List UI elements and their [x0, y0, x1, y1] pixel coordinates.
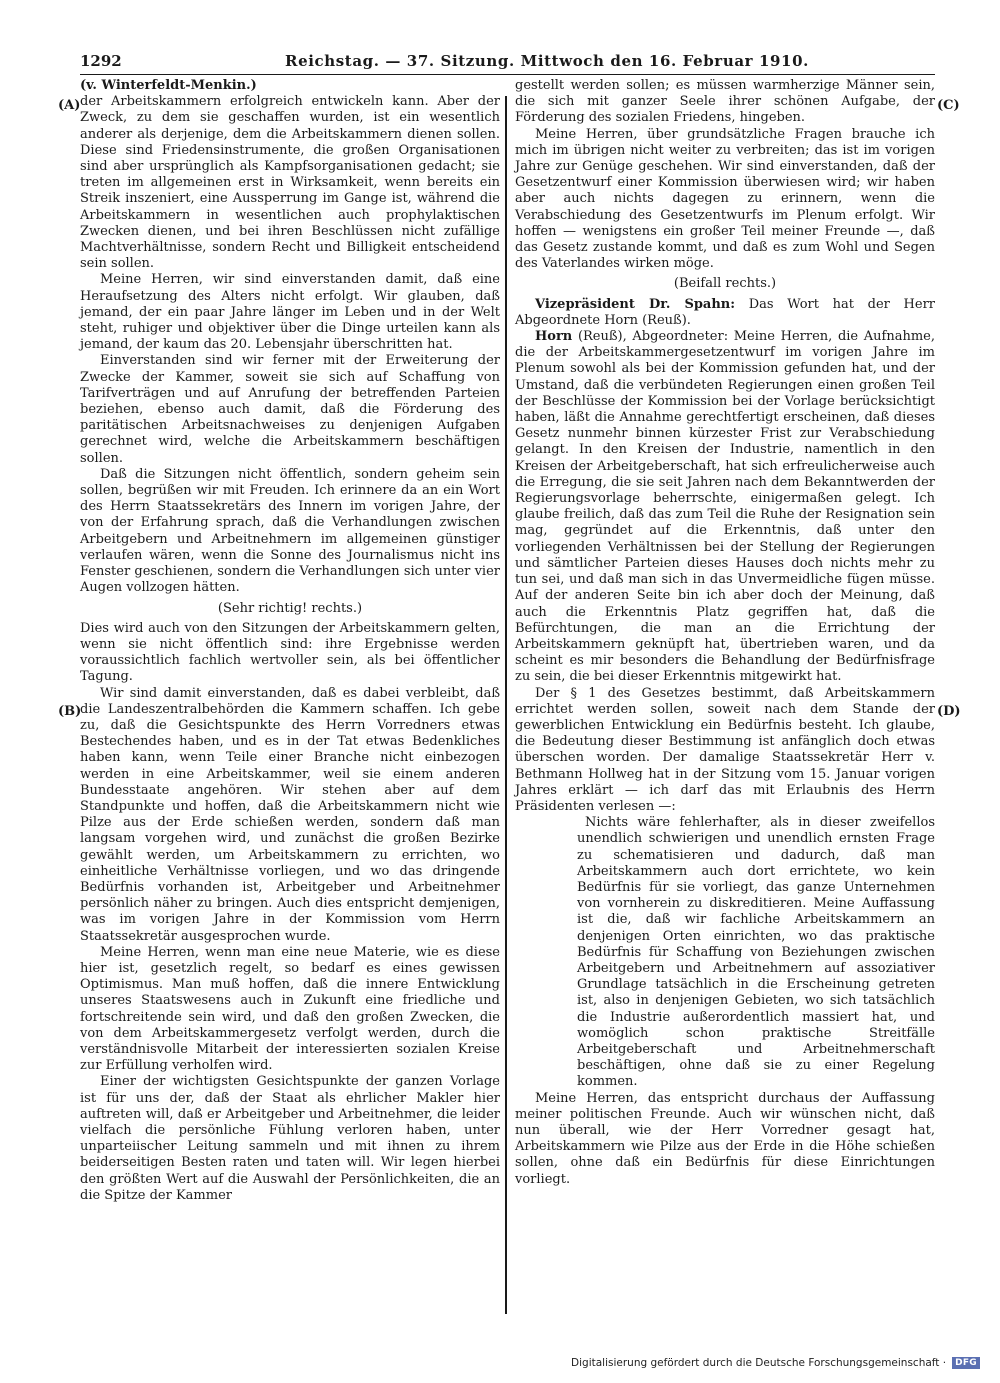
paragraph: Einverstanden sind wir ferner mit der Erweiterung der Zwecke der Kammer, soweit sie sich auf Schaffung von Tarifverträgen und auf Anrufung der betreffenden Parteien beziehen, ebenso auch damit, daß die Förderung des paritätischen Arbeitsnachweises zu denjenigen Aufgaben gerechnet wird, welche die Arbeitskammern beschäftigen sollen.: [80, 353, 500, 466]
page-number: 1292: [80, 52, 122, 70]
paragraph: Meine Herren, das entspricht durchaus der Auffassung meiner politischen Freunde. Auch wir wünschen nicht, daß nun überall, wie der Herr Vorredner gesagt hat, Arbeitskammern wie Pilze aus der Erde in die Höhe schießen sollen, ohne daß ein Bedürfnis für diese Einrichtungen vorliegt.: [515, 1090, 935, 1187]
paragraph: Dies wird auch von den Sitzungen der Arbeitskammern gelten, wenn sie nicht öffentlich sind: ihre Ergebnisse werden voraussichtlich fachlich wertvoller sein, als bei öffentlicher Tagung.: [80, 620, 500, 685]
right-column: [515, 78, 935, 1188]
margin-mark-b: (B): [58, 704, 82, 719]
horn-speech: [515, 329, 935, 685]
interjection: (Sehr richtig! rechts.): [217, 600, 363, 616]
speaker-name: Horn: [535, 329, 573, 345]
speaker-note: (v. Winterfeldt-Menkin.): [80, 78, 257, 93]
running-title: Reichstag. — 37. Sitzung. Mittwoch den 16. Februar 1910.: [285, 52, 809, 70]
block-quote: Nichts wäre fehlerhafter, als in dieser zweifellos unendlich schwierigen und unendlich ernsten Frage zu schematisieren und dadurch, daß man Arbeitskammern auch dort errichtete, wo kein Bedürfnis für sie vorliegt, das ganze Unternehmen von vornherein zu diskreditieren. Meine Auffassung ist die, daß wir fachliche Arbeitskammern an denjenigen Orten einrichten, wo das praktische Bedürfnis für Schaffung von Beziehungen zwischen Arbeitgebern und Arbeitnehmern auf assoziativer Grundlage tatsächlich in die Erscheinung getreten ist, also in denjenigen Gebieten, wo sich tatsächlich die Industrie außerordentlich massiert hat, und womöglich schon praktische Streitfälle Arbeitgeberschaft und Arbeitnehmerschaft beschäftigen, ohne daß sie zu einer Regelung kommen.: [577, 815, 935, 1090]
column-divider: [505, 96, 507, 1314]
speaker-name: Vizepräsident Dr. Spahn:: [535, 296, 736, 312]
paragraph: Daß die Sitzungen nicht öffentlich, sondern geheim sein sollen, begrüßen wir mit Freuden. Ich erinnere da an ein Wort des Herrn Staatssekretärs des Innern im vorigen Jahre, der von der Erfahrung sprach, daß die Verhandlungen zwischen Arbeitgebern und Arbeitnehmern im allgemeinen günstiger verlaufen wären, wenn die Sonne des Journalismus nicht ins Fenster geschienen, sondern die Verhandlungen sich unter vier Augen vollzogen hätten.: [80, 466, 500, 596]
paragraph: Meine Herren, wir sind einverstanden damit, daß eine Heraufsetzung des Alters nicht erfolgt. Wir glauben, daß jemand, der ein paar Jahre länger im Leben und in der Welt steht, ruhiger und objektiver über die Dinge urteilen kann als jemand, der kaum das 20. Lebensjahr überschritten hat.: [80, 272, 500, 353]
paragraph: Meine Herren, wenn man eine neue Materie, wie es diese hier ist, gesetzlich regelt, so bedarf es eines gewissen Optimismus. Man muß hoffen, daß die innere Entwicklung unseres Staatswesens auch in Zukunft eine friedliche und fortschreitende sein wird, und daß den großen Zwecken, die von dem Arbeitskammergesetz verfolgt werden, durch die verständnisvolle Mitarbeit der interessierten sozialen Kreise zur Erfüllung verholfen wird.: [80, 944, 500, 1074]
dfg-logo-icon: DFG: [952, 1357, 980, 1369]
margin-mark-d: (D): [937, 704, 961, 719]
vice-president-statement: [515, 297, 935, 329]
interjection: (Beifall rechts.): [673, 276, 777, 292]
paragraph: Einer der wichtigsten Gesichtspunkte der ganzen Vorlage ist für uns der, daß der Staat als ehrlicher Makler hier auftreten will, daß er Arbeitgeber und Arbeitnehmer, die leider vielfach die persönliche Fühlung verloren haben, unter unparteiischer Leitung sammeln und mit ihnen zu ihrem beiderseitigen Besten raten und taten will. Wir legen hierbei den größten Wert auf die Auswahl der Persönlichkeiten, die an die Spitze der Kammer: [80, 1074, 500, 1203]
page-header: [80, 52, 935, 75]
left-column: [80, 78, 500, 1204]
paragraph: der Arbeitskammern erfolgreich entwickeln kann. Aber der Zweck, zu dem sie geschaffen wurden, ist ein wesentlich anderer als derjenige, dem die Arbeitskammern dienen sollen. Diese sind Friedensinstrumente, die großen Organisationen sind aber ursprünglich als Kampfsorganisationen gedacht; sie treten im allgemeinen erst in Wirksamkeit, wenn bereits ein Streik inszeniert, eine Aussperrung im Gange ist, während die Arbeitskammern in wesentlichen auch prophylaktischen Zwecken dienen, und bei ihren Beschlüssen nicht zufällige Machtverhältnisse, sondern Recht und Billigkeit entscheidend sein sollen.: [80, 94, 500, 272]
footer-text: Digitalisierung gefördert durch die Deutsche Forschungsgemeinschaft ·: [571, 1357, 947, 1369]
margin-mark-a: (A): [58, 98, 81, 113]
paragraph: Meine Herren, über grundsätzliche Fragen brauche ich mich im übrigen nicht weiter zu verbreiten; das ist im vorigen Jahre zur Genüge geschehen. Wir sind einverstanden, daß der Gesetzentwurf einer Kommission überwiesen wird; wir haben aber auch nichts dagegen zu erinnern, wenn die Verabschiedung des Gesetzentwurfs im Plenum erfolgt. Wir hoffen — wenigstens ein großer Teil meiner Freunde —, daß das Gesetz zustande kommt, und daß es zum Wohl und Segen des Vaterlandes wirken möge.: [515, 126, 935, 272]
margin-mark-c: (C): [937, 98, 960, 113]
paragraph: gestellt werden sollen; es müssen warmherzige Männer sein, die sich mit ganzer Seele ihrer schönen Aufgabe, der Förderung des sozialen Friedens, hingeben.: [515, 78, 935, 126]
statement-text: Das Wort hat der Herr Abgeordnete Horn (Reuß).: [515, 296, 936, 328]
paragraph: Wir sind damit einverstanden, daß es dabei verbleibt, daß die Landeszentralbehörden die Kammern schaffen. Ich gebe zu, daß die Gesichtspunkte des Herrn Vorredners etwas Bestechendes haben, und es in der Tat etwas Bedenkliches haben kann, wenn Teile einer Branche nicht einbezogen werden in eine Arbeitskammer, weil sie einem anderen Bundesstaate angehören. Wir stehen aber auf dem Standpunkte und hoffen, daß die Arbeitskammern nicht wie Pilze aus der Erde schießen werden, sondern daß man langsam vorgehen wird, und zunächst die großen Bezirke gewählt werden, um Arbeitskammern zu errichten, wo einheitliche Verhältnisse vorliegen, und wo das dringende Bedürfnis vorhanden ist, Arbeitgeber und Arbeitnehmer persönlich näher zu bringen. Auch dies entspricht demjenigen, was im vorigen Jahre in der Kommission vom Herrn Staatssekretär ausgesprochen wurde.: [80, 685, 500, 944]
speech-text: (Reuß), Abgeordneter: Meine Herren, die Aufnahme, die der Arbeitskammergesetzentwurf im vorigen Jahre im Plenum sowohl als bei der Kommission gefunden hat, und der Umstand, daß die verbündeten Regierungen einen großen Teil der Beschlüsse der Kommission bei der Vorlage berücksichtigt haben, läßt die Annahme gerechtfertigt erscheinen, daß dieses Gesetz nunmehr binnen kürzester Frist zur Verabschiedung gelangt. In den Kreisen der Industrie, namentlich in den Kreisen der Arbeitgeberschaft, hat sich erfreulicherweise auch die Erregung, die sie seit Jahren nach dem Bekanntwerden der Regierungsvorlage beherrschte, einigermaßen gelegt. Ich glaube freilich, daß das zum Teil die Ruhe der Resignation sein mag, gegründet auf die Erkenntnis, daß unter den vorliegenden Verhältnissen bei der Stellung der Regierungen und sämtlicher Parteien dieses Hauses doch nichts mehr zu tun sei, und daß man sich in das Unvermeidliche fügen müsse. Auf der anderen Seite bin ich aber doch der Meinung, daß auch die Erkenntnis Platz gegriffen hat, daß die Befürchtungen, die man an die Errichtung der Arbeitskammern geknüpft hat, übertrieben waren, und da scheint es mir besonders die Behandlung der Bedürfnisfrage zu sein, die bei dieser Erkenntnis mitgewirkt hat.: [515, 329, 936, 685]
paragraph: Der § 1 des Gesetzes bestimmt, daß Arbeitskammern errichtet werden sollen, soweit nach dem Stande der gewerblichen Entwicklung ein Bedürfnis besteht. Ich glaube, die Bedeutung dieser Bestimmung ist anfänglich doch etwas überschen worden. Der damalige Staatssekretär Herr v. Bethmann Hollweg hat in der Sitzung vom 15. Januar vorigen Jahres erklärt — ich darf das mit Erlaubnis des Herrn Präsidenten verlesen —:: [515, 685, 935, 814]
footer: [571, 1357, 980, 1369]
